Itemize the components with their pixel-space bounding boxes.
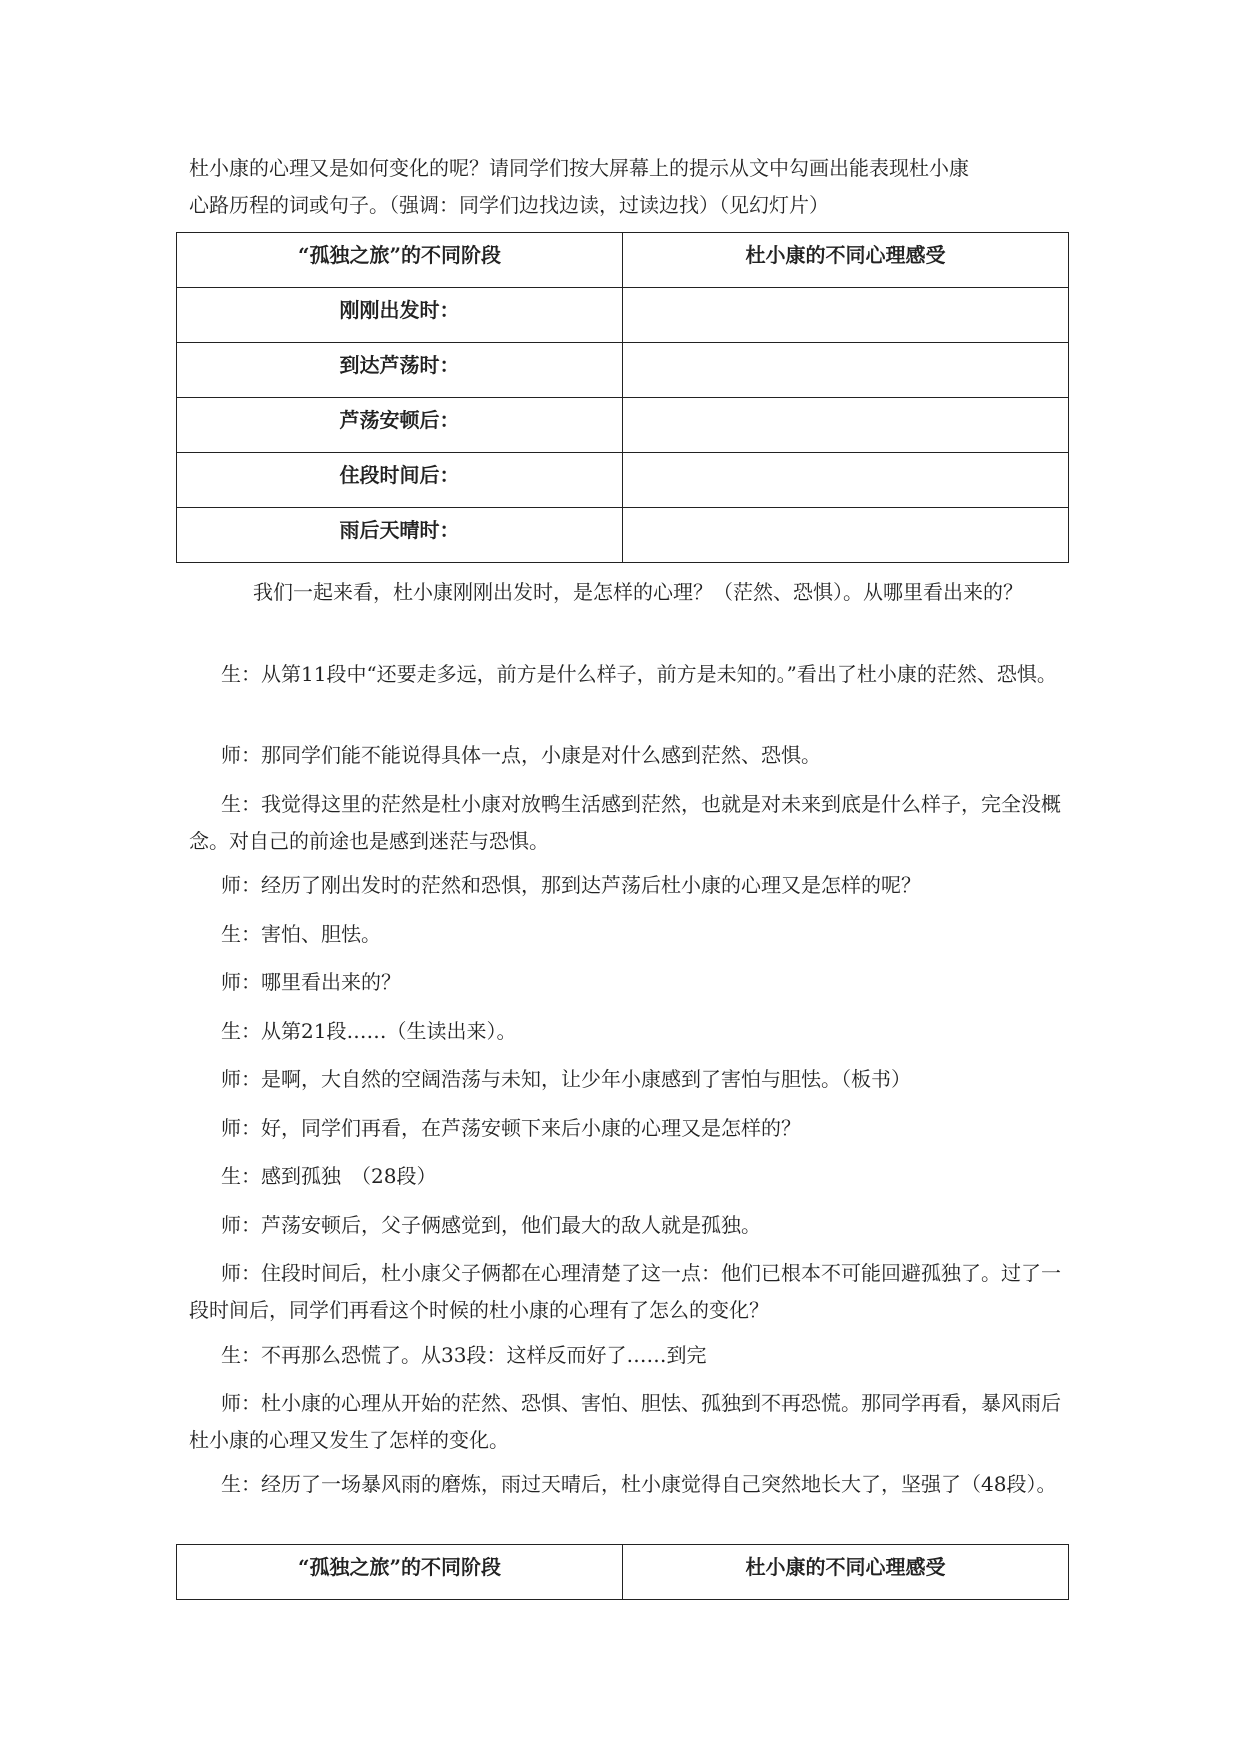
paragraph: 生：我觉得这里的茫然是杜小康对放鸭生活感到茫然，也就是对未来到底是什么样子，完全没概念。对自己的前途也是感到迷茫与恐惧。 — [189, 792, 1061, 853]
paragraph: 师：芦荡安顿后，父子俩感觉到，他们最大的敌人就是孤独。 — [221, 1213, 761, 1237]
stage-cell: 刚刚出发时： — [177, 288, 623, 343]
intro-line-1: 杜小康的心理又是如何变化的呢？请同学们按大屏幕上的提示从文中勾画出能表现杜小康 — [189, 156, 969, 180]
stage-cell: 到达芦荡时： — [177, 343, 623, 398]
paragraph: 师：好，同学们再看，在芦荡安顿下来后小康的心理又是怎样的？ — [221, 1116, 801, 1140]
intro-line-2: 心路历程的词或句子。（强调：同学们边找边读，过读边找）（见幻灯片） — [189, 193, 829, 217]
stage-cell: 雨后天晴时： — [177, 508, 623, 563]
stage-cell: 芦荡安顿后： — [177, 398, 623, 453]
header-feeling: 杜小康的不同心理感受 — [623, 233, 1069, 288]
stage-feeling-table — [176, 232, 1069, 563]
feeling-cell — [623, 508, 1069, 563]
paragraph: 师：经历了刚出发时的茫然和恐惧，那到达芦荡后杜小康的心理又是怎样的呢？ — [221, 873, 921, 897]
feeling-cell — [623, 453, 1069, 508]
table-row — [177, 343, 1069, 398]
paragraph: 师：那同学们能不能说得具体一点，小康是对什么感到茫然、恐惧。 — [221, 743, 821, 767]
paragraph: 师：杜小康的心理从开始的茫然、恐惧、害怕、胆怯、孤独到不再恐慌。那同学再看，暴风雨后杜小康的心理又发生了怎样的变化。 — [189, 1391, 1061, 1452]
paragraph: 师：哪里看出来的？ — [221, 970, 401, 994]
feeling-cell — [623, 343, 1069, 398]
table-row — [177, 508, 1069, 563]
table-header-row — [177, 233, 1069, 288]
header-stage: “孤独之旅”的不同阶段 — [177, 233, 623, 288]
table-header-row — [177, 1545, 1069, 1600]
feeling-cell — [623, 398, 1069, 453]
paragraph: 我们一起来看，杜小康刚刚出发时，是怎样的心理？（茫然、恐惧）。从哪里看出来的？ — [253, 580, 1023, 604]
header-stage: “孤独之旅”的不同阶段 — [177, 1545, 623, 1600]
paragraph: 生：不再那么恐慌了。从33段：这样反而好了……到完 — [221, 1343, 707, 1367]
stage-cell: 住段时间后： — [177, 453, 623, 508]
feeling-cell — [623, 288, 1069, 343]
intro-paragraph — [189, 150, 1069, 224]
paragraph: 师：住段时间后，杜小康父子俩都在心理清楚了这一点：他们已根本不可能回避孤独了。过了一段时间后，同学们再看这个时候的杜小康的心理有了怎么的变化？ — [189, 1261, 1061, 1322]
table-row — [177, 453, 1069, 508]
paragraph: 师：是啊，大自然的空阔浩荡与未知，让少年小康感到了害怕与胆怯。（板书） — [221, 1067, 911, 1091]
stage-feeling-table-2 — [176, 1544, 1069, 1600]
table-row — [177, 288, 1069, 343]
paragraph: 生：从第11段中“还要走多远，前方是什么样子，前方是未知的。”看出了杜小康的茫然、恐惧。 — [221, 662, 1057, 686]
paragraph: 生：感到孤独 （28段） — [221, 1164, 437, 1188]
paragraph: 生：经历了一场暴风雨的磨炼，雨过天晴后，杜小康觉得自己突然地长大了，坚强了（48段）。 — [221, 1472, 1057, 1496]
table-row — [177, 398, 1069, 453]
paragraph: 生：害怕、胆怯。 — [221, 922, 381, 946]
header-feeling: 杜小康的不同心理感受 — [623, 1545, 1069, 1600]
paragraph: 生：从第21段……（生读出来）。 — [221, 1019, 517, 1043]
